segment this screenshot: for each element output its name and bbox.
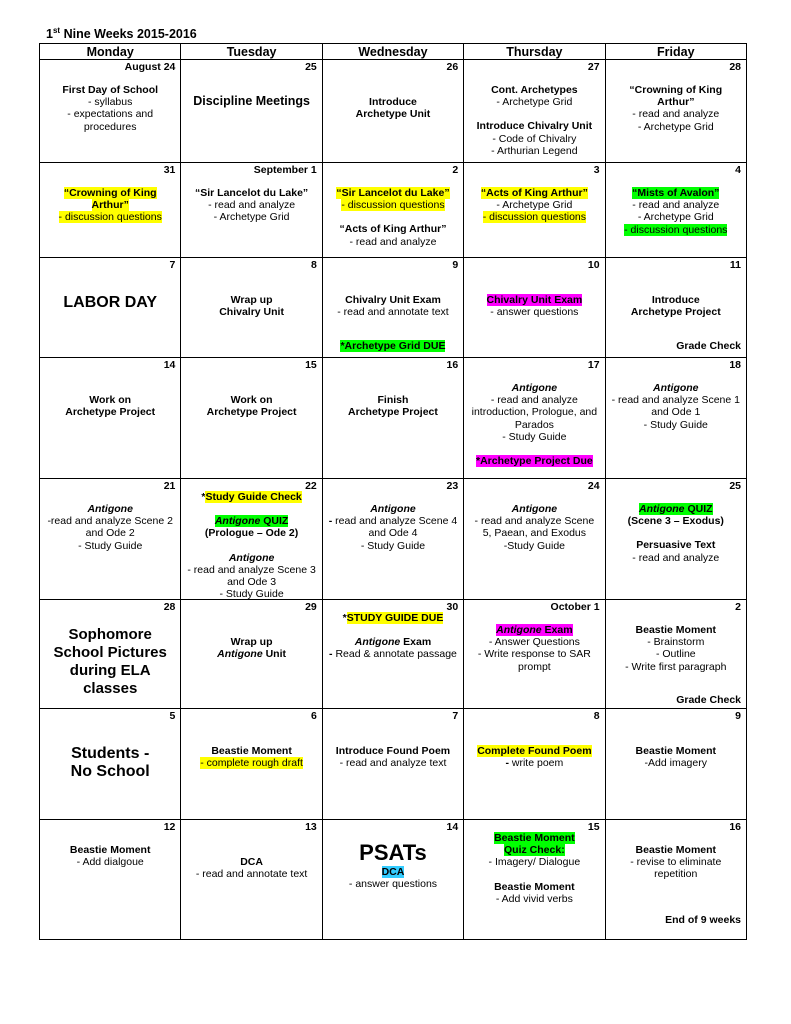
- entry-text: Read & annotate passage: [335, 648, 457, 661]
- date-number: 13: [305, 821, 317, 833]
- entry-text: (Prologue – Ode 2): [204, 527, 299, 540]
- entry-text: during ELA classes: [69, 662, 151, 697]
- entry-text: - Archetype Grid: [496, 199, 573, 212]
- entry-text: Introduce Found Poem: [335, 745, 451, 757]
- day-cell: [40, 709, 181, 820]
- entry-text: - Study Guide: [502, 430, 567, 443]
- entry-text: PSATs: [359, 840, 427, 865]
- week-row: [40, 600, 747, 709]
- entry-text: Antigone: [653, 382, 699, 394]
- entry-text: Antigone: [228, 551, 275, 564]
- entry-text: - Arthurian Legend: [491, 144, 578, 157]
- entry-text: Introduce: [369, 96, 417, 108]
- date-number: August 24: [124, 61, 176, 73]
- header-tuesday: Tuesday: [181, 44, 322, 60]
- entry-text: - read and analyze Scene 1: [611, 394, 740, 407]
- entry-text: - Study Guide: [643, 418, 708, 431]
- day-cell: [40, 600, 181, 709]
- entry-text: Antigone: [511, 382, 558, 394]
- entry-text: introduction, Prologue, and: [471, 406, 598, 419]
- entry-text: - discussion questions: [58, 211, 162, 224]
- header-friday: Friday: [605, 44, 746, 60]
- date-number: 31: [163, 164, 176, 176]
- entry-text: - Study Guide: [78, 539, 143, 552]
- entry-text: - syllabus: [88, 96, 133, 109]
- date-number: 22: [305, 480, 317, 492]
- entry-text: “Acts of King Arthur”: [339, 223, 447, 236]
- entry-text: and Ode 1: [651, 406, 701, 419]
- entry-text: First Day of School: [62, 84, 159, 96]
- entry-text: - discussion questions: [341, 199, 445, 212]
- entry-text: Exam: [541, 624, 573, 636]
- day-cell: [322, 60, 463, 163]
- day-cell: [464, 358, 605, 479]
- grade-check-label: Grade Check: [676, 694, 741, 706]
- entry-text: prompt: [518, 660, 551, 673]
- date-number: September 1: [253, 164, 317, 176]
- entry-text: -: [505, 757, 512, 770]
- week-row: [40, 358, 747, 479]
- entry-text: - Add dialgoue: [76, 856, 144, 869]
- entry-text: -: [328, 515, 336, 528]
- date-number: 8: [593, 710, 600, 722]
- date-number: 25: [305, 61, 317, 73]
- entry-text: STUDY GUIDE DUE: [346, 612, 444, 624]
- entry-text: - answer questions: [490, 306, 579, 319]
- date-number: 5: [169, 710, 176, 722]
- date-number: 4: [735, 164, 741, 176]
- entry-text: Discipline Meetings: [193, 94, 310, 108]
- date-number: 27: [587, 61, 600, 73]
- day-cell: [40, 258, 181, 358]
- day-cell: [464, 600, 605, 709]
- day-cell: [181, 258, 322, 358]
- entry-text: Cont. Archetypes: [491, 84, 578, 96]
- entry-text: “Sir Lancelot du Lake”: [336, 187, 450, 199]
- day-cell: [464, 163, 605, 258]
- day-cell: [40, 479, 181, 600]
- entry-text: 5, Paean, and Exodus: [482, 527, 587, 540]
- entry-text: - Outline: [655, 648, 696, 661]
- entry-text: *Archetype Project Due: [476, 455, 593, 468]
- date-number: 18: [729, 359, 741, 371]
- entry-text: Chivalry Unit Exam: [345, 294, 441, 306]
- date-number: 16: [446, 359, 459, 371]
- week-row: [40, 709, 747, 820]
- entry-text: Beastie Moment: [635, 624, 717, 636]
- entry-text: Beastie Moment: [635, 745, 717, 757]
- date-number: 14: [163, 359, 176, 371]
- entry-text: - discussion questions: [624, 223, 728, 236]
- entry-text: Archetype Project: [206, 406, 297, 419]
- entry-text: Beastie Moment: [635, 844, 717, 856]
- entry-text: Work on: [230, 394, 273, 406]
- entry-text: - read and analyze Scene: [474, 515, 595, 528]
- entry-text: - expectations and: [67, 108, 154, 121]
- day-cell: [322, 709, 463, 820]
- day-cell: [181, 479, 322, 600]
- week-row: [40, 820, 747, 940]
- entry-text: Antigone: [87, 503, 133, 515]
- entry-text: - Archetype Grid: [496, 96, 573, 109]
- day-cell: [605, 358, 746, 479]
- day-cell: [181, 820, 322, 940]
- entry-text: Antigone: [217, 648, 263, 661]
- entry-text: - Archetype Grid: [637, 211, 714, 224]
- date-number: 29: [305, 601, 317, 613]
- entry-text: - Answer Questions: [488, 636, 580, 649]
- entry-text: Antigone: [354, 636, 401, 649]
- entry-text: and Ode 3: [227, 576, 277, 589]
- header-row: [40, 44, 747, 60]
- entry-text: - Study Guide: [360, 539, 426, 552]
- entry-text: Antigone: [214, 515, 261, 528]
- entry-text: - read and analyze: [632, 108, 720, 121]
- entry-text: - read and annotate text: [337, 306, 449, 319]
- entry-text: Arthur”: [657, 96, 695, 109]
- day-cell: [464, 479, 605, 600]
- entry-text: Beastie Moment: [69, 844, 151, 856]
- entry-text: - read and analyze text: [339, 757, 447, 770]
- entry-text: Introduce: [651, 294, 700, 306]
- entry-text: LABOR DAY: [63, 294, 158, 311]
- calendar-table: [39, 43, 747, 940]
- date-number: 11: [729, 259, 741, 271]
- day-cell: [605, 600, 746, 709]
- day-cell: [40, 60, 181, 163]
- entry-text: QUIZ: [260, 515, 289, 528]
- entry-text: - Archetype Grid: [213, 211, 290, 224]
- date-number: 7: [169, 259, 176, 271]
- header-thursday: Thursday: [464, 44, 605, 60]
- entry-text: - read and analyze: [490, 394, 578, 407]
- entry-text: Unit: [262, 648, 286, 661]
- entry-text: - Study Guide: [219, 588, 284, 601]
- entry-text: QUIZ: [684, 503, 713, 515]
- entry-text: Archetype Project: [630, 306, 721, 319]
- entry-text: “Acts of King Arthur”: [480, 187, 588, 199]
- entry-text: and Ode 2: [85, 527, 135, 540]
- entry-text: - complete rough draft: [200, 757, 303, 770]
- entry-text: - answer questions: [348, 878, 438, 891]
- entry-text: Quiz Check:: [504, 844, 565, 857]
- entry-text: “Mists of Avalon”: [632, 187, 720, 199]
- entry-text: Beastie Moment: [211, 745, 292, 757]
- date-number: 26: [446, 61, 459, 73]
- day-cell: [605, 709, 746, 820]
- entry-text: -Add imagery: [644, 757, 707, 770]
- week-row: [40, 60, 747, 163]
- date-number: 2: [452, 164, 459, 176]
- entry-text: Introduce Chivalry Unit: [476, 120, 593, 133]
- entry-text: *Archetype Grid DUE: [340, 340, 446, 352]
- entry-text: Chivalry Unit Exam: [486, 294, 583, 306]
- day-cell: [40, 820, 181, 940]
- entry-text: DCA: [381, 866, 405, 878]
- date-number: 17: [587, 359, 600, 371]
- entry-text: Antigone: [496, 624, 542, 636]
- date-number: 10: [587, 259, 600, 271]
- date-number: 3: [593, 164, 600, 176]
- date-number: 6: [310, 710, 317, 722]
- date-number: 30: [446, 601, 459, 613]
- date-number: 2: [735, 601, 741, 613]
- day-cell: [322, 820, 463, 940]
- day-cell: [181, 163, 322, 258]
- date-number: 12: [163, 821, 176, 833]
- day-cell: [322, 600, 463, 709]
- entry-text: No School: [70, 763, 150, 780]
- entry-text: -Study Guide: [503, 539, 566, 552]
- entry-text: DCA: [240, 856, 263, 868]
- end-of-term-label: End of 9 weeks: [665, 914, 741, 926]
- day-cell: [605, 820, 746, 940]
- page-title: 1st Nine Weeks 2015-2016: [46, 26, 197, 42]
- date-number: 15: [587, 821, 600, 833]
- entry-text: procedures: [83, 120, 137, 133]
- grade-check-label: Grade Check: [676, 340, 741, 352]
- entry-text: - Archetype Grid: [637, 120, 714, 133]
- entry-text: Work on: [89, 394, 132, 406]
- entry-text: Archetype Project: [65, 406, 156, 419]
- date-number: 14: [446, 821, 459, 833]
- entry-text: Students -: [71, 745, 150, 762]
- entry-text: Study Guide Check: [205, 491, 302, 503]
- entry-text: Arthur”: [91, 199, 129, 212]
- date-number: 24: [587, 480, 600, 492]
- entry-text: *: [342, 612, 347, 624]
- day-cell: [40, 163, 181, 258]
- entry-text: read and analyze Scene 4: [335, 515, 458, 528]
- entry-text: Complete Found Poem: [477, 745, 592, 757]
- date-number: 15: [305, 359, 317, 371]
- entry-text: write poem: [511, 757, 564, 770]
- entry-text: Beastie Moment: [494, 880, 575, 893]
- day-cell: [464, 820, 605, 940]
- entry-text: - read and analyze Scene 3: [187, 563, 316, 576]
- entry-text: Wrap up: [230, 294, 273, 306]
- week-row: [40, 479, 747, 600]
- entry-text: - Imagery/ Dialogue: [488, 856, 581, 869]
- day-cell: [40, 358, 181, 479]
- date-number: 9: [452, 259, 459, 271]
- entry-text: and Ode 4: [368, 527, 418, 540]
- date-number: 7: [452, 710, 459, 722]
- entry-text: (Scene 3 – Exodus): [627, 515, 724, 528]
- day-cell: [181, 600, 322, 709]
- entry-text: - Code of Chivalry: [492, 132, 577, 145]
- entry-text: Finish: [377, 394, 409, 406]
- week-row: [40, 258, 747, 358]
- day-cell: [322, 258, 463, 358]
- entry-text: Exam: [400, 636, 432, 649]
- entry-text: -: [329, 648, 336, 661]
- entry-text: Antigone: [639, 503, 685, 515]
- entry-text: Persuasive Text: [636, 539, 716, 552]
- day-cell: [181, 358, 322, 479]
- entry-text: - revise to eliminate: [630, 856, 722, 869]
- entry-text: Parados: [514, 418, 554, 431]
- entry-text: Chivalry Unit: [219, 306, 284, 319]
- entry-text: - read and annotate text: [195, 868, 308, 881]
- entry-text: “Crowning of King: [63, 187, 157, 199]
- entry-text: “Sir Lancelot du Lake”: [194, 187, 309, 199]
- entry-text: Beastie Moment: [494, 832, 575, 844]
- entry-text: - read and analyze: [632, 199, 720, 212]
- entry-text: *: [201, 491, 206, 503]
- entry-text: Antigone: [511, 503, 558, 515]
- date-number: 28: [163, 601, 176, 613]
- date-number: 16: [729, 821, 741, 833]
- entry-text: - Brainstorm: [647, 636, 705, 649]
- entry-text: - Add vivid verbs: [495, 892, 573, 905]
- day-cell: [464, 258, 605, 358]
- entry-text: - discussion questions: [482, 211, 587, 224]
- day-cell: [181, 60, 322, 163]
- entry-text: “Crowning of King: [629, 84, 723, 96]
- entry-text: Sophomore: [68, 626, 152, 643]
- entry-text: - read and analyze: [349, 235, 437, 248]
- date-number: 21: [163, 480, 176, 492]
- date-number: 23: [446, 480, 459, 492]
- date-number: 25: [729, 480, 741, 492]
- date-number: 8: [310, 259, 317, 271]
- header-wednesday: Wednesday: [322, 44, 463, 60]
- entry-text: Antigone: [370, 503, 416, 515]
- entry-text: Archetype Project: [348, 406, 438, 419]
- day-cell: [464, 709, 605, 820]
- entry-text: repetition: [654, 868, 698, 881]
- week-row: [40, 163, 747, 258]
- entry-text: - read and analyze: [208, 199, 296, 212]
- date-number: 28: [729, 61, 741, 73]
- entry-text: -read and analyze Scene 2: [47, 515, 173, 528]
- entry-text: Archetype Unit: [355, 108, 431, 121]
- entry-text: School Pictures: [53, 644, 167, 661]
- day-cell: [605, 479, 746, 600]
- entry-text: - read and analyze: [632, 551, 720, 564]
- entry-text: - Write first paragraph: [625, 660, 727, 673]
- day-cell: [605, 258, 746, 358]
- date-number: October 1: [550, 601, 600, 613]
- date-number: 9: [735, 710, 741, 722]
- day-cell: [322, 163, 463, 258]
- day-cell: [322, 358, 463, 479]
- entry-text: Wrap up: [230, 636, 273, 648]
- day-cell: [605, 60, 746, 163]
- day-cell: [464, 60, 605, 163]
- day-cell: [181, 709, 322, 820]
- entry-text: - Write response to SAR: [477, 648, 591, 661]
- day-cell: [605, 163, 746, 258]
- day-cell: [322, 479, 463, 600]
- header-monday: Monday: [40, 44, 181, 60]
